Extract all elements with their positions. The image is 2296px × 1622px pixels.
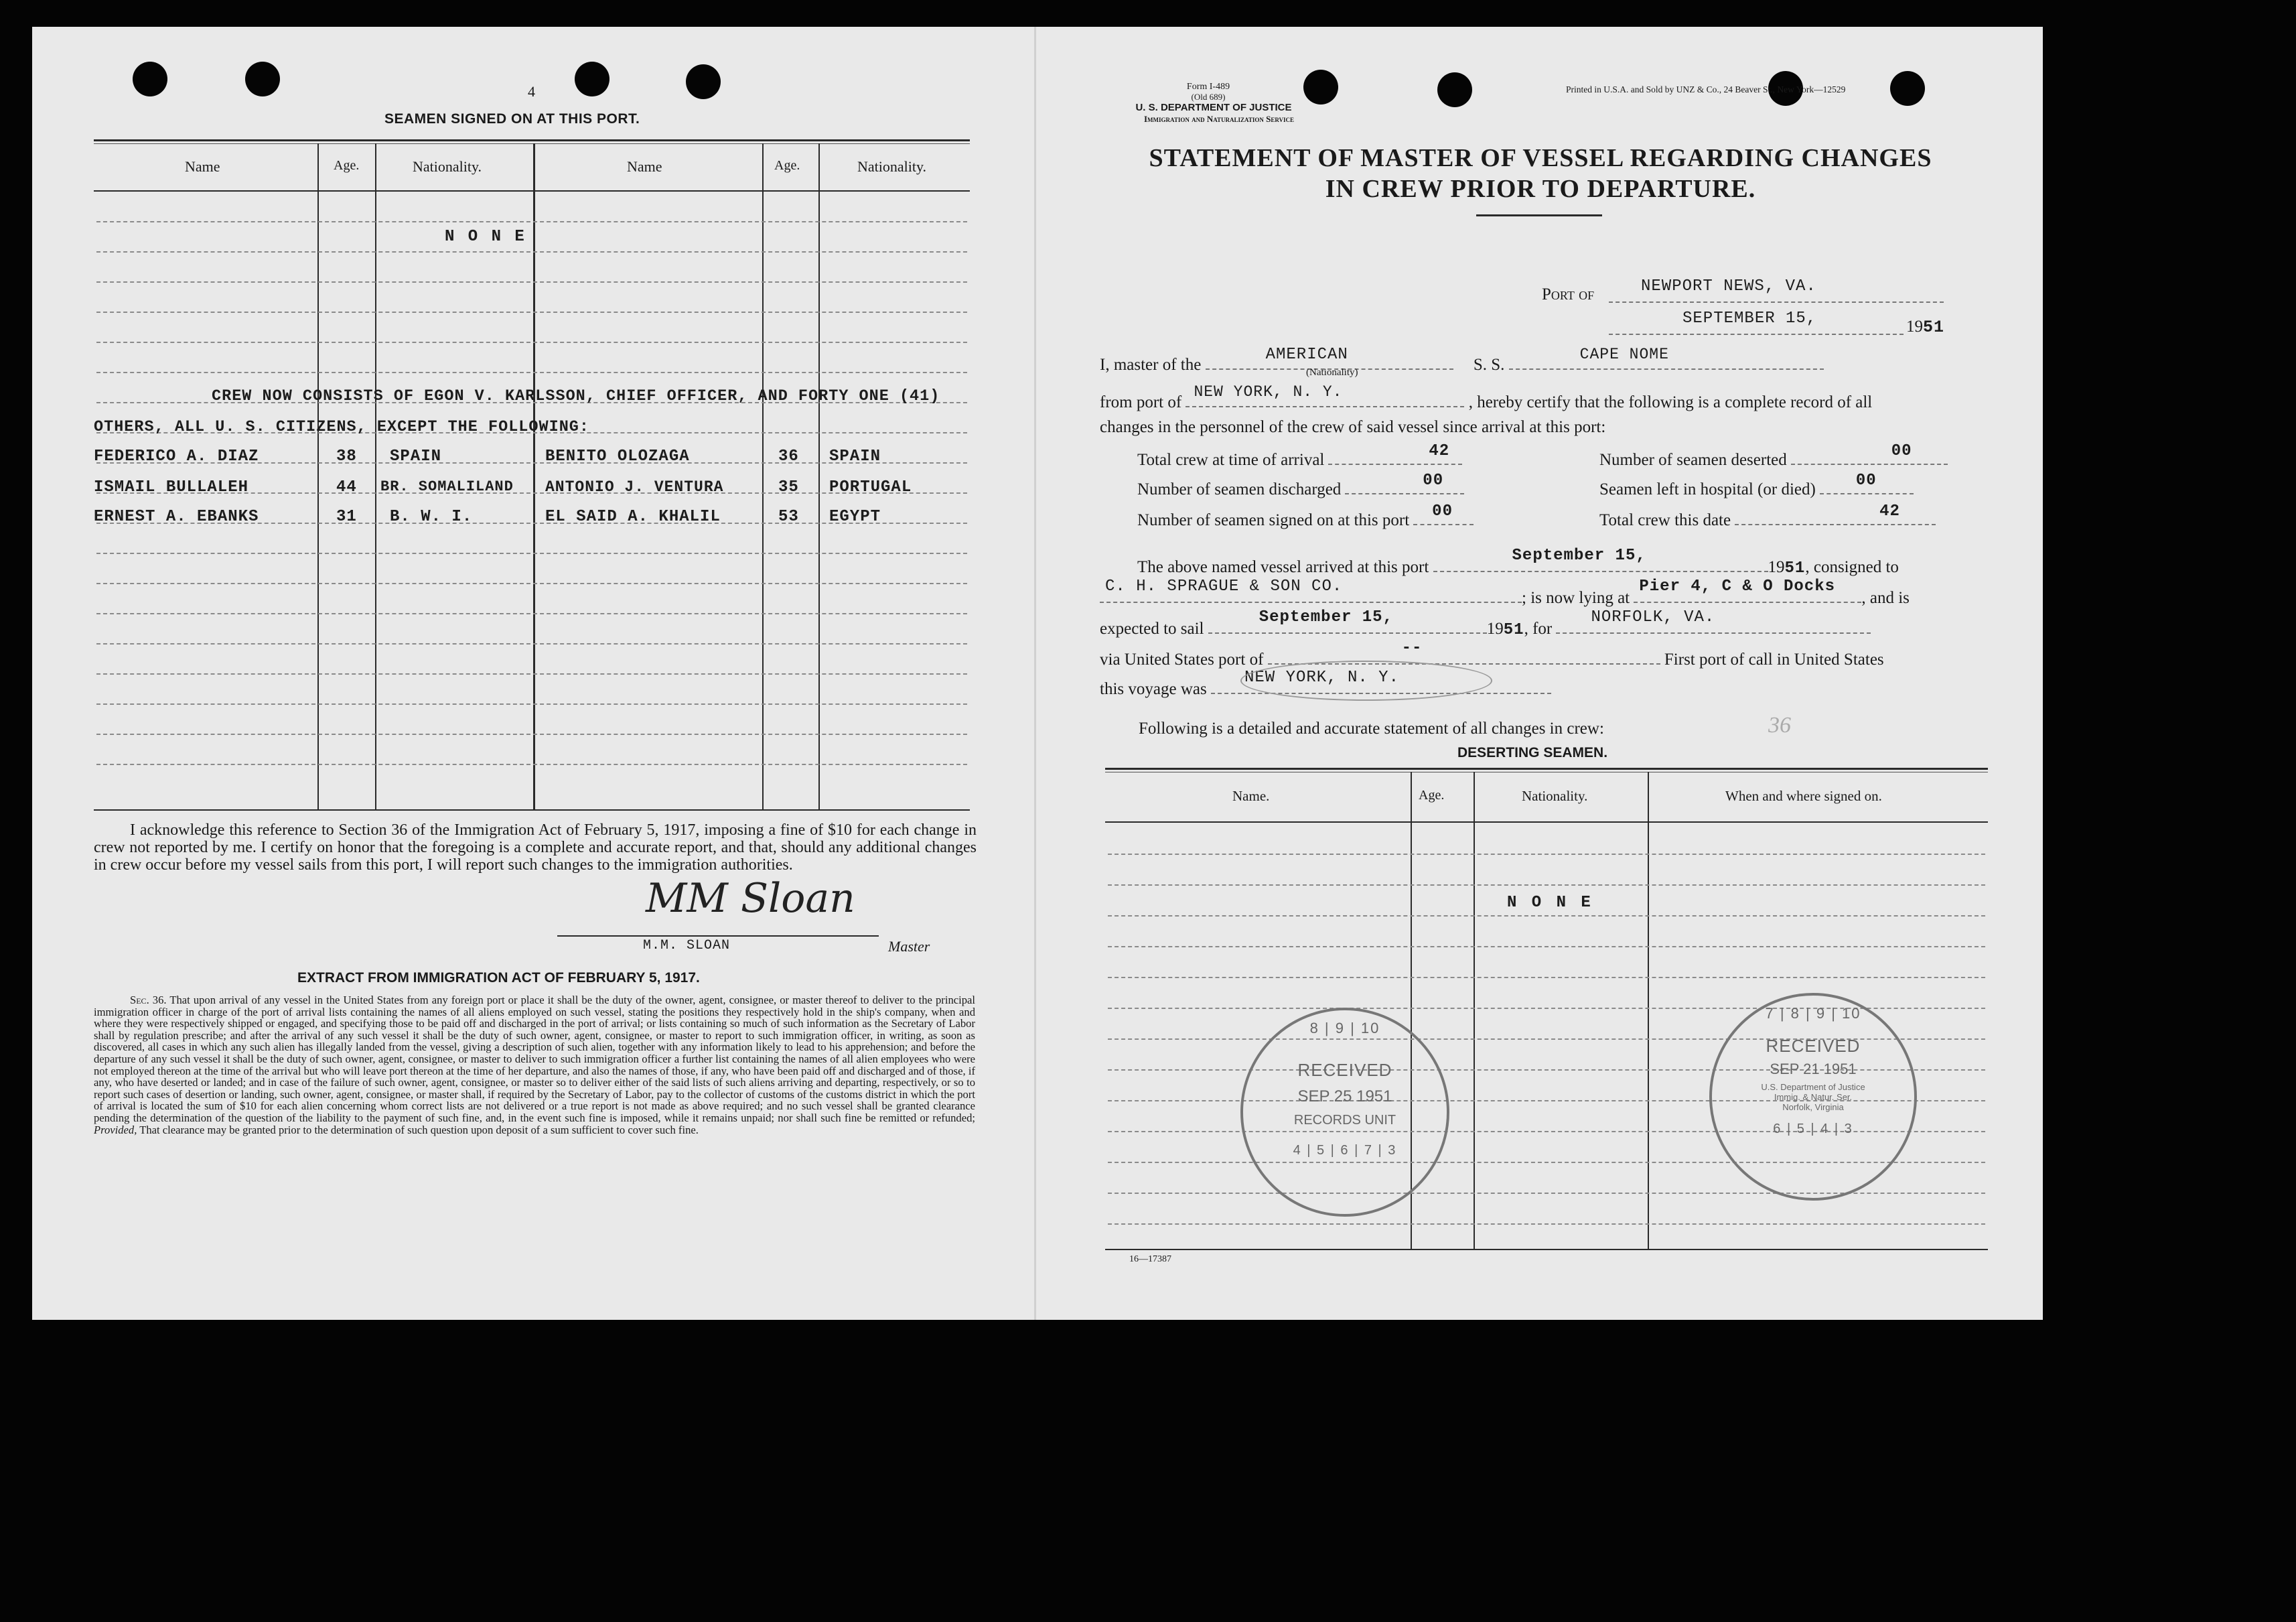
stat-total-today bbox=[1599, 502, 1936, 530]
stamp-ring-top: 8 | 9 | 10 bbox=[1309, 1020, 1380, 1036]
and-is-text: , and is bbox=[1861, 589, 1910, 607]
master-typed-name: M.M. SLOAN bbox=[643, 938, 731, 953]
berth-value: Pier 4, C & O Docks bbox=[1639, 578, 1836, 596]
section-title: SEAMEN SIGNED ON AT THIS PORT. bbox=[384, 111, 640, 127]
via-line bbox=[1100, 639, 1884, 669]
department-name: U. S. DEPARTMENT OF JUSTICE bbox=[1135, 102, 1292, 113]
stamp-received: RECEIVED bbox=[1297, 1060, 1392, 1080]
pencil-circle bbox=[1240, 661, 1492, 701]
stat-label: Total crew this date bbox=[1599, 511, 1731, 529]
sail-date: September 15, bbox=[1259, 608, 1393, 626]
seaman-age: 36 bbox=[778, 448, 799, 466]
sail-year: 51 bbox=[1503, 621, 1524, 639]
seaman-name: BENITO OLOZAGA bbox=[545, 448, 690, 466]
seaman-nationality: SPAIN bbox=[390, 448, 442, 466]
certify-text: , hereby certify that the following is a complete record of all bbox=[1468, 393, 1873, 411]
stamp-ring-bottom: 6 | 5 | 4 | 3 bbox=[1773, 1122, 1853, 1136]
column-divider bbox=[533, 143, 535, 809]
col-header-nationality: Nationality. bbox=[413, 158, 482, 175]
page-fold bbox=[1034, 27, 1036, 1320]
destination-field bbox=[1556, 608, 1871, 634]
stamp-date: SEP 21 1951 bbox=[1770, 1061, 1857, 1077]
stat-deserted bbox=[1599, 442, 1948, 470]
seaman-name: ERNEST A. EBANKS bbox=[94, 508, 259, 526]
form-number: Form I-489 bbox=[1186, 82, 1230, 92]
column-divider bbox=[762, 143, 764, 809]
punch-hole bbox=[245, 62, 280, 96]
col-header-age: Age. bbox=[774, 158, 800, 173]
consignee-field bbox=[1100, 578, 1522, 603]
stat-label: Total crew at time of arrival bbox=[1137, 451, 1325, 469]
page-number: 4 bbox=[528, 83, 535, 100]
from-port-value: NEW YORK, N. Y. bbox=[1194, 383, 1343, 401]
extract-text bbox=[94, 994, 975, 1136]
stamp-unit: RECORDS UNIT bbox=[1293, 1113, 1396, 1128]
seaman-nationality: B. W. I. bbox=[390, 508, 473, 526]
stamp-ring-bottom: 4 | 5 | 6 | 7 | 3 bbox=[1293, 1143, 1397, 1158]
footer-code: 16—17387 bbox=[1129, 1254, 1171, 1264]
extract-tail: That clearance may be granted prior to the determination of such question upon deposit of a sum sufficient to cover such fine. bbox=[139, 1123, 699, 1136]
arrived-line bbox=[1137, 547, 1899, 578]
title-rule bbox=[1476, 214, 1602, 216]
column-divider bbox=[317, 143, 319, 809]
vessel-name: CAPE NOME bbox=[1579, 346, 1669, 363]
seaman-age: 53 bbox=[778, 508, 799, 526]
crew-note-line-2: OTHERS, ALL U. S. CITIZENS, EXCEPT THE FOLLOWING: bbox=[94, 418, 590, 436]
year-value: 51 bbox=[1923, 318, 1945, 337]
for-text: , for bbox=[1524, 620, 1553, 638]
voyage-value: NEW YORK, N. Y. bbox=[1244, 669, 1399, 687]
punch-hole bbox=[1437, 72, 1472, 107]
consignee-line bbox=[1100, 578, 1910, 608]
stat-value: 42 bbox=[1879, 502, 1900, 521]
stamp-date: SEP 25 1951 bbox=[1297, 1087, 1392, 1105]
printer-imprint: Printed in U.S.A. and Sold by UNZ & Co., 24 Beaver St., New York—12529 bbox=[1566, 84, 1846, 94]
seaman-name: EL SAID A. KHALIL bbox=[545, 508, 721, 526]
none-entry: N O N E bbox=[1507, 894, 1593, 912]
punch-hole bbox=[686, 64, 721, 99]
changes-text: changes in the personnel of the crew of said vessel since arrival at this port: bbox=[1100, 418, 1606, 436]
stat-label: Number of seamen discharged bbox=[1137, 480, 1342, 498]
stat-label: Seamen left in hospital (or died) bbox=[1599, 480, 1816, 498]
stat-signed-on bbox=[1137, 502, 1577, 530]
consigned-text: , consigned to bbox=[1805, 558, 1899, 576]
date-field bbox=[1609, 310, 1904, 335]
following-text: Following is a detailed and accurate statement of all changes in crew: bbox=[1139, 720, 1604, 738]
col-header-age: Age. bbox=[1419, 788, 1445, 803]
stat-value: 00 bbox=[1423, 472, 1444, 490]
col-header-nationality: Nationality. bbox=[1522, 788, 1588, 804]
seaman-name: ISMAIL BULLALEH bbox=[94, 478, 249, 496]
destination-value: NORFOLK, VA. bbox=[1591, 608, 1715, 626]
lying-text: ; is now lying at bbox=[1522, 589, 1630, 607]
via-value: -- bbox=[1401, 639, 1423, 657]
acknowledgement-text: I acknowledge this reference to Section 36 of the Immigration Act of February 5, 1917, imposing a fine of $10 for each change in crew not reported by me. I certify on honor that the foregoing is a complete and accurate report, and that, should any additional changes in crew occur before my vessel sails from this port, I will report such changes to the immigration authorities. bbox=[94, 821, 977, 874]
nationality-caption: (Nationality) bbox=[1306, 367, 1358, 378]
seaman-age: 31 bbox=[336, 508, 357, 526]
punch-hole bbox=[575, 62, 609, 96]
none-entry: N O N E bbox=[445, 228, 526, 246]
stamp-ring-top: 7 | 8 | 9 | 10 bbox=[1765, 1005, 1861, 1022]
col-header-age: Age. bbox=[334, 158, 360, 173]
arrived-year-prefix: 19 bbox=[1768, 558, 1785, 576]
nationality-value: AMERICAN bbox=[1265, 346, 1348, 364]
date-value: SEPTEMBER 15, bbox=[1682, 310, 1817, 328]
col-header-name: Name bbox=[185, 158, 220, 175]
form-title-line-1: STATEMENT OF MASTER OF VESSEL REGARDING CHANGES bbox=[1149, 144, 1932, 172]
arrived-year: 51 bbox=[1784, 559, 1806, 578]
seaman-age: 35 bbox=[778, 478, 799, 496]
sail-year-prefix: 19 bbox=[1486, 620, 1504, 638]
seaman-nationality: EGYPT bbox=[829, 508, 881, 526]
vessel-field bbox=[1509, 346, 1824, 370]
year-field bbox=[1906, 318, 1944, 337]
master-prefix: I, master of the bbox=[1100, 356, 1202, 374]
master-label: Master bbox=[888, 938, 930, 955]
extract-label: Sec. 36. bbox=[130, 994, 167, 1006]
extract-proviso: Provided, bbox=[94, 1123, 137, 1136]
rule bbox=[94, 139, 970, 141]
stat-value: 42 bbox=[1429, 442, 1450, 460]
arrived-text: The above named vessel arrived at this port bbox=[1137, 558, 1429, 576]
arrived-date-field bbox=[1433, 547, 1768, 572]
stat-total-arrival bbox=[1137, 442, 1577, 470]
extract-title: EXTRACT FROM IMMIGRATION ACT OF FEBRUARY 5, 1917. bbox=[297, 970, 700, 986]
rule bbox=[94, 190, 970, 192]
col-header-signed-on: When and where signed on. bbox=[1725, 788, 1882, 804]
column-divider bbox=[1648, 772, 1649, 1249]
sail-date-field bbox=[1208, 608, 1487, 634]
column-divider bbox=[1474, 772, 1475, 1249]
stat-label: Number of seamen signed on at this port bbox=[1137, 511, 1410, 529]
arrived-date: September 15, bbox=[1512, 547, 1646, 565]
col-header-name: Name bbox=[627, 158, 662, 175]
stat-value: 00 bbox=[1891, 442, 1912, 460]
stat-discharged bbox=[1137, 472, 1577, 499]
consignee-value: C. H. SPRAGUE & SON CO. bbox=[1105, 578, 1343, 596]
from-port-label: from port of bbox=[1100, 393, 1182, 411]
stat-label: Number of seamen deserted bbox=[1599, 451, 1787, 469]
rule bbox=[1105, 821, 1988, 823]
punch-hole bbox=[133, 62, 167, 96]
service-name: Immigration and Naturalization Service bbox=[1143, 114, 1295, 124]
margin-note: 36 bbox=[1768, 713, 1791, 738]
master-line bbox=[1100, 346, 1824, 375]
form-old-number: (Old 689) bbox=[1191, 92, 1226, 102]
punch-hole bbox=[1890, 71, 1925, 106]
seaman-age: 38 bbox=[336, 448, 357, 466]
stamp-service: Immig. & Natur. Ser. bbox=[1774, 1092, 1853, 1102]
column-divider bbox=[375, 143, 376, 809]
from-port-line bbox=[1100, 383, 1873, 412]
rule bbox=[94, 809, 970, 811]
stat-hospital bbox=[1599, 472, 1914, 499]
stamp-agency: U.S. Department of Justice bbox=[1761, 1082, 1865, 1092]
rule bbox=[94, 143, 970, 144]
port-label: Port of bbox=[1542, 285, 1595, 303]
seaman-age: 44 bbox=[336, 478, 357, 496]
sail-line bbox=[1100, 608, 1871, 639]
stat-value: 00 bbox=[1855, 472, 1877, 490]
seaman-name: ANTONIO J. VENTURA bbox=[545, 478, 724, 496]
berth-field bbox=[1634, 578, 1861, 603]
received-stamp-records bbox=[1240, 1008, 1449, 1217]
punch-hole bbox=[1303, 70, 1338, 105]
stamp-received: RECEIVED bbox=[1766, 1036, 1861, 1056]
via-text: via United States port of bbox=[1100, 651, 1264, 669]
rule bbox=[1105, 1249, 1988, 1250]
deserting-title: DESERTING SEAMEN. bbox=[1457, 745, 1608, 760]
col-header-nationality: Nationality. bbox=[857, 158, 927, 175]
voyage-text: this voyage was bbox=[1100, 680, 1207, 698]
master-signature: MM Sloan bbox=[646, 875, 855, 922]
ss-label: S. S. bbox=[1473, 356, 1505, 374]
first-port-text: First port of call in United States bbox=[1664, 651, 1884, 669]
crew-note-line-1: CREW NOW CONSISTS OF EGON V. KARLSSON, CHIEF OFFICER, AND FORTY ONE (41) bbox=[212, 387, 940, 405]
col-header-name: Name. bbox=[1232, 788, 1270, 804]
stat-value: 00 bbox=[1432, 502, 1453, 521]
received-stamp-norfolk bbox=[1709, 993, 1917, 1201]
extract-body: That upon arrival of any vessel in the United States from any foreign port or place it shall be the duty of the owner, agent, consignee, or master thereof to deliver to the principal immigration officer in charge of the port of arrival lists containing the names of all aliens employed on such vessel, stating the positions they respectively hold in the ship's company, when and where they were respectively shipped or engaged, and specifying those to be paid off and discharged in the port of arrival; or lists containing so much of such information as the Secretary of Labor shall by regulation prescribe; and after the arrival of any such vessel it shall be the duty of such owner, agent, consignee, or master to report to such immigration officer, in writing, as soon as discovered, all cases in which any such alien has illegally landed from the vessel, giving a description of such alien, together with any information likely to lead to his apprehension; and before the departure of any such vessel it shall be the duty of such owner, agent, consignee, or master to deliver to such immigration officer a further list containing the names of all alien employees who were not employed thereon at the time of the arrival but who will leave port thereon at the time of her departure, and also the names of those, if any, who have been paid off and discharged and of those, if any, who have deserted or landed; and in case of the failure of such owner, agent, consignee, or master so to deliver either of the said lists of such aliens arriving and departing, respectively, or so to report such cases of desertion or landing, such owner, agent, consignee, or master shall, if required by the Secretary of Labor, pay to the collector of customs of the customs district in which the port of arrival is located the sum of $10 for each alien concerning whom correct lists are not delivered or a true report is not made as above required; and no such vessel shall be granted clearance pending the determination of the question of the liability to the payment of such fine, and, in the event such fine is imposed, while it remains unpaid; nor shall such fine be remitted or refunded; bbox=[94, 994, 975, 1124]
year-prefix: 19 bbox=[1906, 318, 1923, 336]
seaman-name: FEDERICO A. DIAZ bbox=[94, 448, 259, 466]
form-title-line-2: IN CREW PRIOR TO DEPARTURE. bbox=[1325, 175, 1756, 203]
sail-text: expected to sail bbox=[1100, 620, 1204, 638]
port-value: NEWPORT NEWS, VA. bbox=[1641, 277, 1816, 295]
seaman-nationality: SPAIN bbox=[829, 448, 881, 466]
stamp-location: Norfolk, Virginia bbox=[1782, 1102, 1844, 1112]
port-field bbox=[1609, 277, 1944, 303]
column-divider bbox=[818, 143, 820, 809]
seaman-nationality: PORTUGAL bbox=[829, 478, 912, 496]
from-port-field bbox=[1186, 383, 1464, 407]
signature-line bbox=[557, 935, 879, 937]
seaman-nationality: BR. SOMALILAND bbox=[380, 478, 514, 495]
rule bbox=[1105, 768, 1988, 770]
